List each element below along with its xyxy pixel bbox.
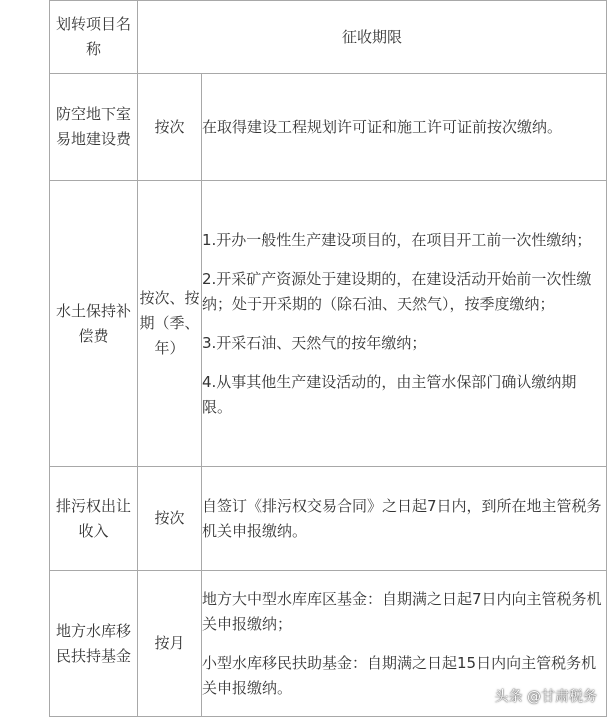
header-row <box>50 1 607 74</box>
deadline-text: 地方大中型水库库区基金：自期满之日起7日内向主管税务机关申报缴纳； <box>202 589 602 633</box>
deadline-text: 2.开采矿产资源处于建设期的，在建设活动开始前一次性缴纳；处于开采期的（除石油、天然气），按季度缴纳； <box>202 269 592 313</box>
deadline-text: 3.开采石油、天然气的按年缴纳； <box>202 333 427 352</box>
row-deadline <box>202 467 607 571</box>
deadline-text: 在取得建设工程规划许可证和施工许可证前按次缴纳。 <box>202 117 563 136</box>
row-item-name: 防空地下室易地建设费 <box>50 74 138 181</box>
table-row <box>50 74 607 181</box>
watermark <box>495 686 597 706</box>
deadline-text: 4.从事其他生产建设活动的，由主管水保部门确认缴纳期限。 <box>202 372 577 416</box>
watermark-text: 头条 @甘肃税务 <box>494 689 597 705</box>
row-method: 按月 <box>138 571 202 717</box>
row-deadline <box>202 74 607 181</box>
header-deadline: 征收期限 <box>138 1 607 74</box>
header-item-name: 划转项目名称 <box>50 1 138 74</box>
deadline-text: 自签订《排污权交易合同》之日起7日内，到所在地主管税务机关申报缴纳。 <box>202 496 602 540</box>
row-item-name: 水土保持补偿费 <box>50 181 138 467</box>
row-item-name: 排污权出让收入 <box>50 467 138 571</box>
row-deadline <box>202 181 607 467</box>
row-item-name: 地方水库移民扶持基金 <box>50 571 138 717</box>
tax-collection-table <box>49 0 607 717</box>
row-method: 按次 <box>138 74 202 181</box>
table-row <box>50 467 607 571</box>
row-method: 按次、按期（季、年） <box>138 181 202 467</box>
deadline-text: 小型水库移民扶助基金：自期满之日起15日内向主管税务机关申报缴纳。 <box>202 653 597 697</box>
row-method: 按次 <box>138 467 202 571</box>
deadline-text: 1.开办一般性生产建设项目的，在项目开工前一次性缴纳； <box>202 230 592 249</box>
table-row <box>50 181 607 467</box>
